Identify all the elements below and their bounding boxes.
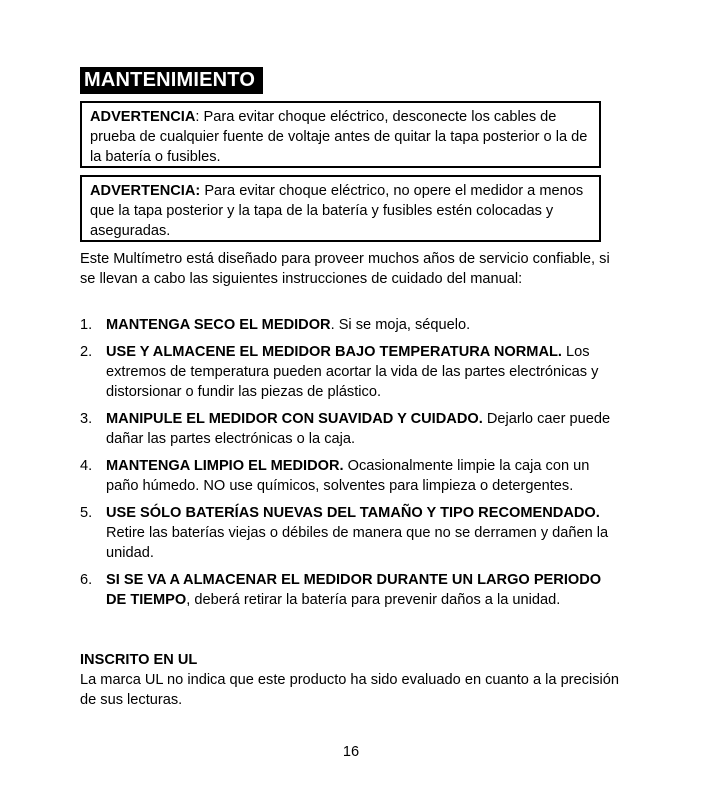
warning-box-1 [80,101,601,168]
item-number: 6. [80,572,93,588]
warning-text: Para evitar choque eléctrico, no opere el medidor a menos que la tapa posterior y la tapa de la batería y fusibles estén colocadas y aseguradas. [90,183,584,239]
item-heading: USE Y ALMACENE EL MEDIDOR BAJO TEMPERATURA NORMAL. [106,344,562,360]
item-text: , deberá retirar la batería para prevenir daños a la unidad. [186,592,561,608]
item-text: Dejarlo caer puede dañar las partes electrónicas o la caja. [106,411,611,447]
item-heading: MANTENGA LIMPIO EL MEDIDOR. [106,458,344,474]
list-item [80,315,620,335]
list-item [80,342,620,402]
item-text: . Si se moja, séquelo. [330,317,471,333]
item-number: 4. [80,458,93,474]
item-heading: MANTENGA SECO EL MEDIDOR [106,317,331,333]
care-instructions-list [80,315,620,617]
item-heading: SI SE VA A ALMACENAR EL MEDIDOR DURANTE UN LARGO PERIODO DE TIEMPO [106,572,602,608]
item-text: Los extremos de temperatura pueden acortar la vida de las partes electrónicas y distorsionar o fundir las piezas de plástico. [106,344,599,400]
list-item [80,503,620,563]
item-number: 3. [80,411,93,427]
section-title: MANTENIMIENTO [80,67,263,94]
warning-text: : Para evitar choque eléctrico, desconecte los cables de prueba de cualquier fuente de voltaje antes de quitar la tapa posterior o la de la batería o fusibles. [90,109,588,165]
list-item [80,456,620,496]
item-text: Ocasionalmente limpie la caja con un paño húmedo. NO use químicos, solventes para limpieza o detergentes. [106,458,590,494]
page-number: 16 [342,744,360,760]
ul-heading: INSCRITO EN UL [80,652,198,668]
item-number: 2. [80,344,93,360]
list-item [80,570,620,610]
item-number: 1. [80,317,93,333]
item-heading: MANIPULE EL MEDIDOR CON SUAVIDAD Y CUIDADO. [106,411,483,427]
warning-label: ADVERTENCIA [90,109,196,125]
list-item [80,409,620,449]
item-heading: USE SÓLO BATERÍAS NUEVAS DEL TAMAÑO Y TIPO RECOMENDADO. [106,505,600,521]
item-text: Retire las baterías viejas o débiles de manera que no se derramen y dañen la unidad. [106,525,609,561]
warning-label: ADVERTENCIA: [90,183,201,199]
warning-box-2 [80,175,601,242]
item-number: 5. [80,505,93,521]
ul-paragraph: La marca UL no indica que este producto ha sido evaluado en cuanto a la precisión de sus lecturas. [80,672,619,708]
intro-paragraph: Este Multímetro está diseñado para proveer muchos años de servicio confiable, si se llevan a cabo las siguientes instrucciones de cuidado del manual: [80,251,610,287]
